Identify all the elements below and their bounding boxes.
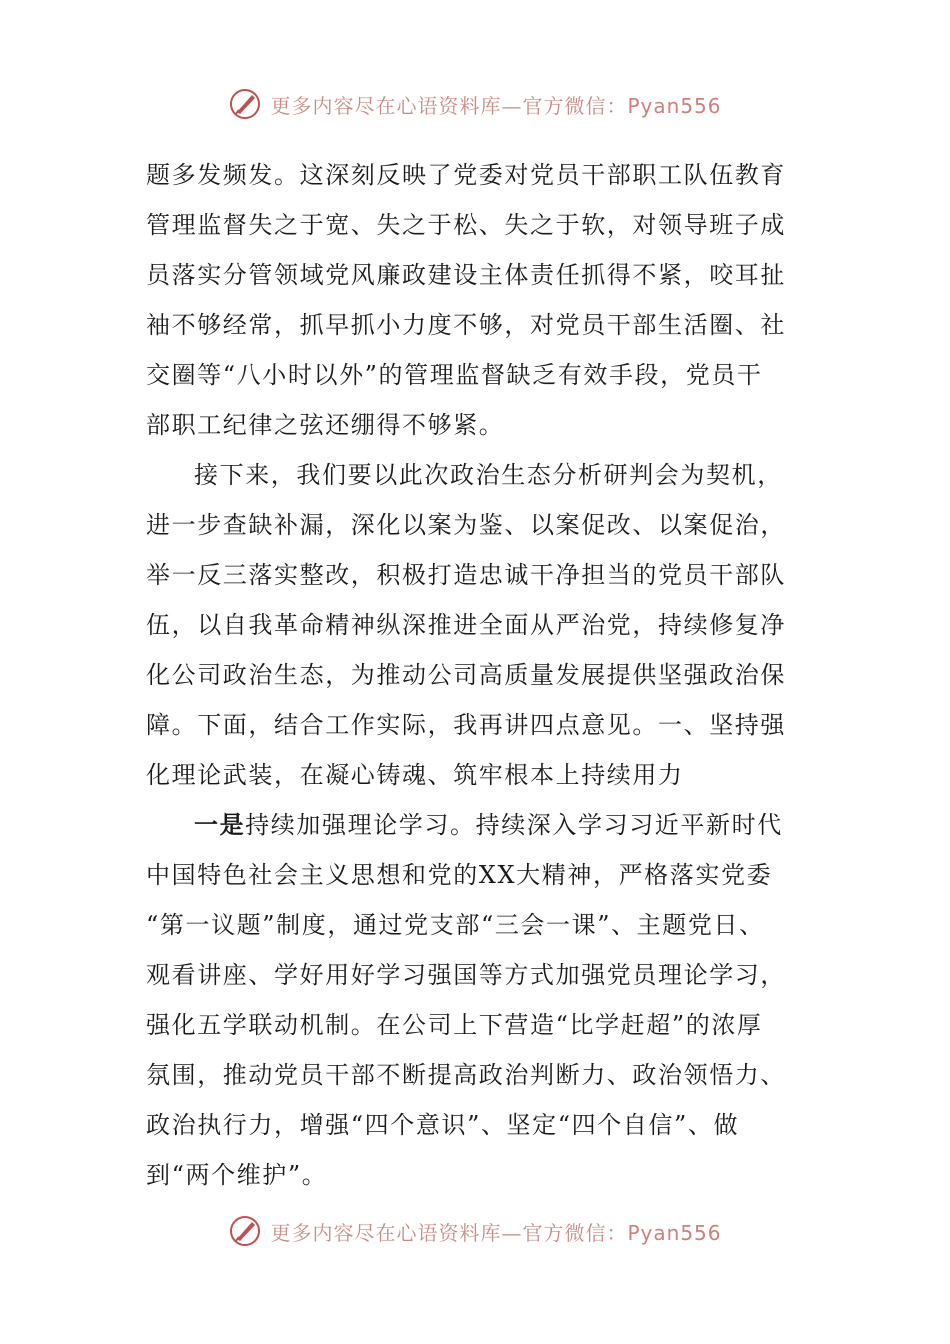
paragraph-3-lead: 一是 — [194, 810, 246, 839]
watermark-label: 更多内容尽在心语资料库—官方微信： — [270, 1220, 628, 1245]
document-body — [146, 150, 796, 1200]
footer-watermark — [0, 1211, 950, 1251]
quill-logo-icon — [228, 1214, 262, 1248]
watermark-label: 更多内容尽在心语资料库—官方微信： — [270, 93, 628, 118]
header-watermark — [0, 84, 950, 124]
paragraph-1: 题多发频发。这深刻反映了党委对党员干部职工队伍教育 管理监督失之于宽、失之于松、失之于软，对领导班子成 员落实分管领域党风廉政建设主体责任抓得不紧，咬耳扯 袖不够经常，抓早抓小力度不够，对党员干部生活圈、社 交圈等“八小时以外”的管理监督缺乏有效手段，党员干 部职工纪律之弦还绷得不够紧。 — [146, 161, 786, 439]
paragraph-2: 接下来，我们要以此次政治生态分析研判会为契机， 进一步查缺补漏，深化以案为鉴、以案促改、以案促治， 举一反三落实整改，积极打造忠诚干净担当的党员干部队 伍，以自我革命精神纵深推进全面从严治党，持续修复净 化公司政治生态，为推动公司高质量发展提供坚强政治保 障。下面，结合工作实际，我再讲四点意见。一、坚持强 化理论武装，在凝心铸魂、筑牢根本上持续用力 — [146, 461, 786, 789]
watermark-wechat-id: Pyan556 — [627, 1220, 722, 1245]
paragraph-3 — [146, 800, 796, 1200]
watermark-text — [270, 1217, 721, 1246]
watermark-text — [270, 90, 721, 119]
watermark-wechat-id: Pyan556 — [627, 93, 722, 118]
paragraph-3-text: 持续加强理论学习。持续深入学习习近平新时代 中国特色社会主义思想和党的XX大精神，严格落实党委 “第一议题”制度，通过党支部“三会一课”、主题党日、 观看讲座、学好用好学习强国等方式加强党员理论学习， 强化五学联动机制。在公司上下营造“比学赶超”的浓厚 氛围，推动党员干部不断提高政治判断力、政治领悟力、 政治执行力，增强“四个意识”、坚定“四个自信”、做 到“两个维护”。 — [146, 811, 786, 1189]
quill-logo-icon — [228, 87, 262, 121]
